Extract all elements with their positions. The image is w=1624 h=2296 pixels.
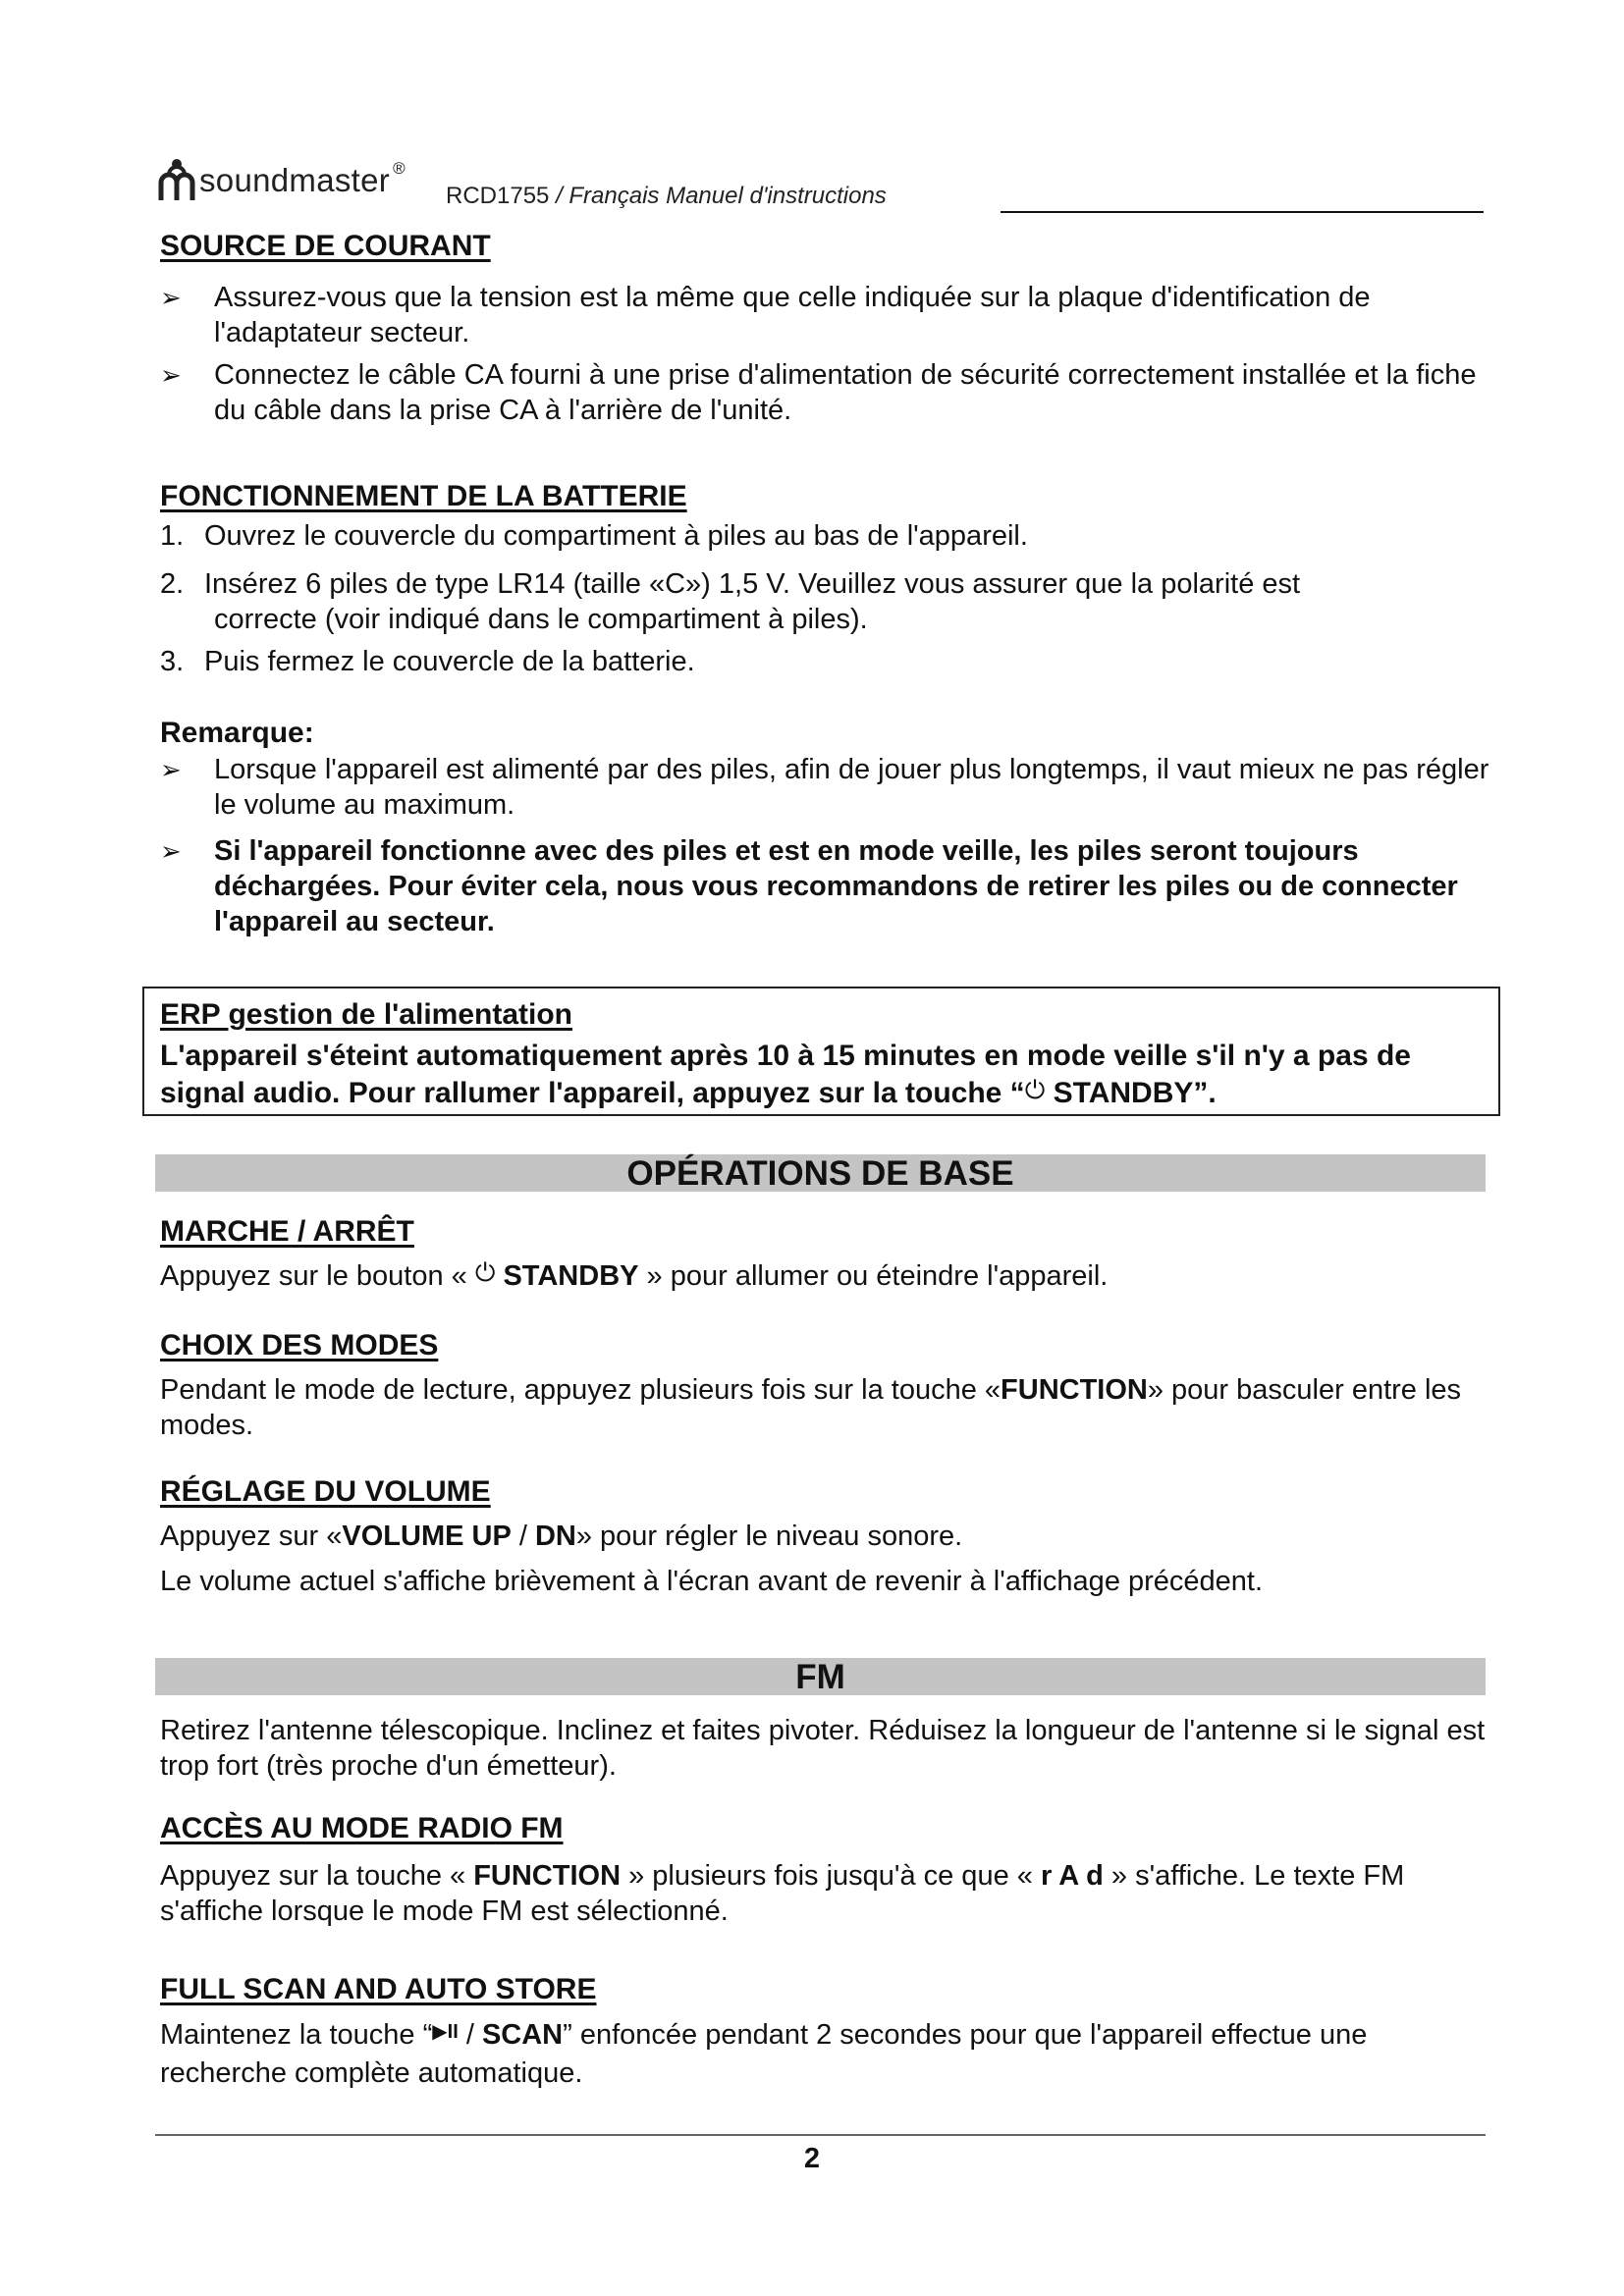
erp-title: ERP gestion de l'alimentation <box>160 998 572 1031</box>
list-item-text: Assurez-vous que la tension est la même que celle indiquée sur la plaque d'identification de l'adaptateur secteur. <box>214 282 1371 348</box>
step-number: 2. <box>160 568 185 600</box>
section-title-power-source: SOURCE DE COURANT <box>160 230 491 262</box>
paragraph-volume-display: Le volume actuel s'affiche brièvement à l'écran avant de revenir à l'affichage précédent. <box>160 1566 1264 1597</box>
brand-logo <box>158 157 406 200</box>
text: » s'affiche. Le texte FM s'affiche lorsque le mode FM est sélectionné. <box>160 1860 1405 1927</box>
section-band-basic-operations: OPÉRATIONS DE BASE <box>155 1154 1486 1192</box>
paragraph-mode-select <box>160 1372 1495 1443</box>
key-label: DN <box>534 1521 576 1552</box>
paragraph-volume <box>160 1519 1495 1554</box>
section-title-volume: RÉGLAGE DU VOLUME <box>160 1475 491 1508</box>
paragraph-full-scan <box>160 2017 1495 2091</box>
step-number: 1. <box>160 520 185 552</box>
step-text: Ouvrez le couvercle du compartiment à piles au bas de l'appareil. <box>204 520 1028 552</box>
key-label: VOLUME UP <box>342 1521 512 1552</box>
remark-title: Remarque: <box>160 717 314 749</box>
step-text-continued: correcte (voir indiqué dans le compartiment à piles). <box>214 604 868 635</box>
text: / <box>458 2019 482 2051</box>
text: » pour régler le niveau sonore. <box>575 1521 963 1552</box>
step-text: Puis fermez le couvercle de la batterie. <box>204 646 695 677</box>
model-number: RCD1755 <box>446 183 550 209</box>
key-label: FUNCTION <box>473 1860 622 1892</box>
list-item <box>160 357 1495 428</box>
key-label: FUNCTION <box>1001 1374 1148 1406</box>
erp-notice-box <box>142 987 1500 1116</box>
list-item <box>160 566 1495 637</box>
key-label: STANDBY <box>495 1260 639 1292</box>
text: » pour basculer entre les modes. <box>160 1374 1462 1441</box>
footer-rule <box>155 2134 1486 2136</box>
bullet-arrow-icon: ➢ <box>160 360 182 390</box>
section-band-fm: FM <box>155 1658 1486 1695</box>
text: Appuyez sur « <box>160 1521 343 1552</box>
play-pause-icon: ▶II <box>432 2021 459 2043</box>
bullet-arrow-icon: ➢ <box>160 755 182 784</box>
power-icon: ⏻ <box>474 1257 496 1287</box>
key-label: SCAN <box>481 2019 564 2051</box>
text: Maintenez la touche “ <box>160 2019 433 2051</box>
text: / <box>511 1521 535 1552</box>
list-item-text: Si l'appareil fonctionne avec des piles et est en mode veille, les piles seront toujours déchargées. Pour éviter cela, nous vous recommandons de retirer les piles ou de connecter l'appareil au secteur. <box>214 835 1458 937</box>
text: Pendant le mode de lecture, appuyez plusieurs fois sur la touche « <box>160 1374 1001 1406</box>
text: Appuyez sur le bouton « <box>160 1260 475 1292</box>
list-item <box>160 644 1495 679</box>
bullet-arrow-icon: ➢ <box>160 283 182 312</box>
section-title-battery: FONCTIONNEMENT DE LA BATTERIE <box>160 480 687 512</box>
paragraph-fm-antenna: Retirez l'antenne télescopique. Inclinez et faites pivoter. Réduisez la longueur de l'antenne si le signal est trop fort (très proche d'un émetteur). <box>160 1715 1486 1782</box>
text: » pour allumer ou éteindre l'appareil. <box>638 1260 1109 1292</box>
section-title-on-off: MARCHE / ARRÊT <box>160 1215 414 1248</box>
page-number: 2 <box>803 2143 821 2174</box>
erp-body-key: STANDBY”. <box>1045 1077 1217 1109</box>
document-title <box>446 183 887 210</box>
brand-name: soundmaster <box>199 162 391 198</box>
text: » plusieurs fois jusqu'à ce que « <box>621 1860 1041 1892</box>
erp-body <box>160 1038 1486 1112</box>
section-title-full-scan: FULL SCAN AND AUTO STORE <box>160 1973 597 2005</box>
section-title-fm-access: ACCÈS AU MODE RADIO FM <box>160 1812 564 1844</box>
soundmaster-logo-icon <box>158 157 195 200</box>
step-number: 3. <box>160 646 185 677</box>
text: ” enfoncée pendant 2 secondes pour que l'appareil effectue une recherche complète automatique. <box>160 2019 1368 2089</box>
registered-mark: ® <box>393 159 406 178</box>
power-icon: ⏻ <box>1024 1075 1046 1104</box>
text: Appuyez sur la touche « <box>160 1860 474 1892</box>
manual-title: / Français Manuel d'instructions <box>556 183 887 209</box>
list-item <box>160 752 1495 823</box>
list-item-text: Lorsque l'appareil est alimenté par des piles, afin de jouer plus longtemps, il vaut mieux ne pas régler le volume au maximum. <box>214 754 1489 821</box>
erp-body-text: L'appareil s'éteint automatiquement après 10 à 15 minutes en mode veille s'il n'y a pas de signal audio. Pour rallumer l'appareil, appuyez sur la touche “ <box>160 1040 1411 1109</box>
paragraph-fm-access <box>160 1858 1495 1929</box>
list-item <box>160 833 1495 939</box>
list-item <box>160 518 1495 554</box>
step-text: Insérez 6 piles de type LR14 (taille «C») 1,5 V. Veuillez vous assurer que la polarité est <box>204 568 1301 600</box>
header-rule <box>1001 211 1484 213</box>
bullet-arrow-icon: ➢ <box>160 836 182 866</box>
list-item <box>160 280 1495 350</box>
page-header <box>158 157 1484 212</box>
paragraph-on-off <box>160 1258 1495 1294</box>
section-title-mode-select: CHOIX DES MODES <box>160 1329 439 1362</box>
display-text: r A d <box>1040 1860 1104 1892</box>
list-item-text: Connectez le câble CA fourni à une prise d'alimentation de sécurité correctement installée et la fiche du câble dans la prise CA à l'arrière de l'unité. <box>214 359 1477 426</box>
